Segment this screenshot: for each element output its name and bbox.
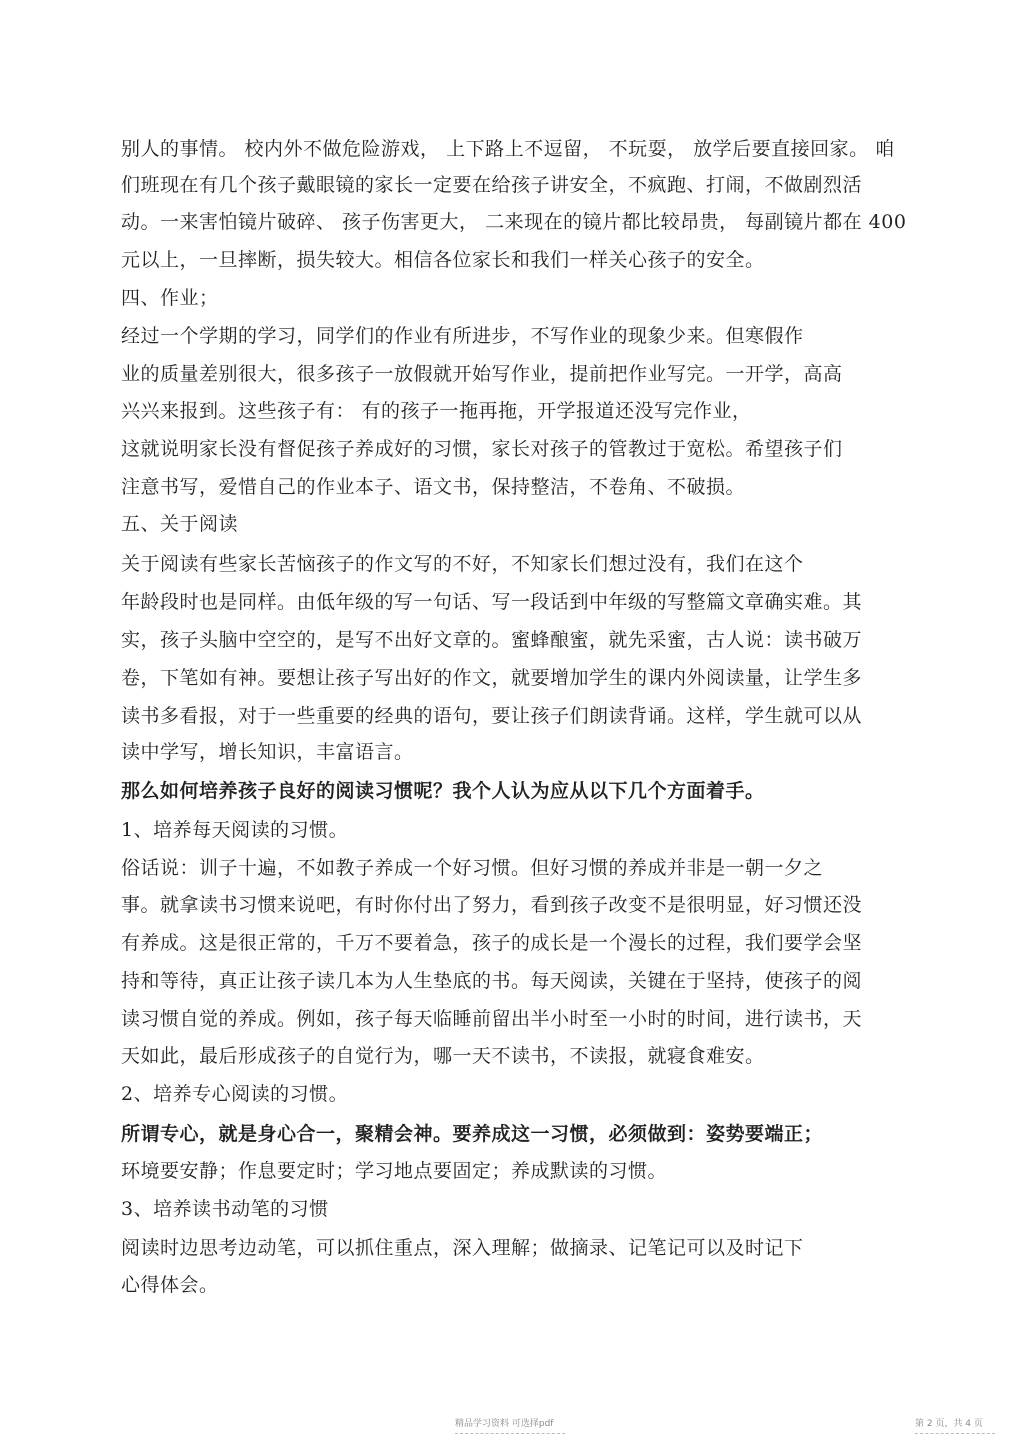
bold-text-line: 所谓专心，就是身心合一，聚精会神。要养成这一习惯，必须做到：姿势要端正； [121,1123,824,1145]
text-line: 们班现在有几个孩子戴眼镜的家长一定要在给孩子讲安全，不疯跑、打闹，不做剧烈活 [121,174,863,196]
text-line: 环境要安静；作息要定时；学习地点要固定；养成默读的习惯。 [121,1160,668,1182]
bold-text-line: 那么如何培养孩子良好的阅读习惯呢？我个人认为应从以下几个方面着手。 [121,780,765,802]
text-line: 心得体会。 [121,1274,219,1296]
page-number: 第 2 页，共 4 页 [915,1418,995,1434]
text-line: 这就说明家长没有督促孩子养成好的习惯，家长对孩子的管教过于宽松。希望孩子们 [121,438,843,460]
text-line: 有养成。这是很正常的，千万不要着急，孩子的成长是一个漫长的过程，我们要学会坚 [121,932,863,954]
subsection-heading: 2、培养专心阅读的习惯。 [121,1083,349,1105]
text-line: 卷，下笔如有神。要想让孩子写出好的作文，就要增加学生的课内外阅读量，让学生多 [121,667,863,689]
section-heading: 五、关于阅读 [121,513,239,535]
subsection-heading: 1、培养每天阅读的习惯。 [121,819,349,841]
text-line: 读书多看报，对于一些重要的经典的语句，要让孩子们朗读背诵。这样，学生就可以从 [121,705,863,727]
text-line: 读习惯自觉的养成。例如，孩子每天临睡前留出半小时至一小时的时间，进行读书，天 [121,1008,863,1030]
text-line: 持和等待，真正让孩子读几本为人生垫底的书。每天阅读，关键在于坚持，使孩子的阅 [121,970,863,992]
text-line: 事。就拿读书习惯来说吧，有时你付出了努力，看到孩子改变不是很明显，好习惯还没 [121,894,863,916]
text-line: 天如此，最后形成孩子的自觉行为，哪一天不读书，不读报，就寝食难安。 [121,1045,765,1067]
subsection-heading: 3、培养读书动笔的习惯 [121,1198,329,1220]
text-line: 关于阅读有些家长苦恼孩子的作文写的不好，不知家长们想过没有，我们在这个 [121,553,804,575]
text-line: 实，孩子头脑中空空的，是写不出好文章的。蜜蜂酿蜜，就先采蜜，古人说：读书破万 [121,629,863,651]
text-line: 读中学写，增长知识，丰富语言。 [121,741,414,763]
text-line: 俗话说：训子十遍，不如教子养成一个好习惯。但好习惯的养成并非是一朝一夕之 [121,857,824,879]
text-line: 别人的事情。 校内外不做危险游戏， 上下路上不逗留， 不玩耍， 放学后要直接回家。 咱 [121,138,895,160]
footer-watermark: 精品学习资料 可选择pdf [455,1418,565,1434]
text-line: 元以上，一旦摔断，损失较大。相信各位家长和我们一样关心孩子的安全。 [121,249,765,271]
text-line: 阅读时边思考边动笔，可以抓住重点，深入理解；做摘录、记笔记可以及时记下 [121,1237,804,1259]
text-line: 动。一来害怕镜片破碎、 孩子伤害更大， 二来现在的镜片都比较昂贵， 每副镜片都在 400 [121,211,907,233]
text-line: 业的质量差别很大，很多孩子一放假就开始写作业，提前把作业写完。一开学，高高 [121,363,843,385]
text-line: 年龄段时也是同样。由低年级的写一句话、写一段话到中年级的写整篇文章确实难。其 [121,591,863,613]
text-line: 经过一个学期的学习，同学们的作业有所进步，不写作业的现象少来。但寒假作 [121,325,804,347]
text-line: 兴兴来报到。这些孩子有： 有的孩子一拖再拖，开学报道还没写完作业， [121,400,752,422]
text-line: 注意书写，爱惜自己的作业本子、语文书，保持整洁，不卷角、不破损。 [121,476,746,498]
section-heading: 四、作业； [121,287,219,309]
